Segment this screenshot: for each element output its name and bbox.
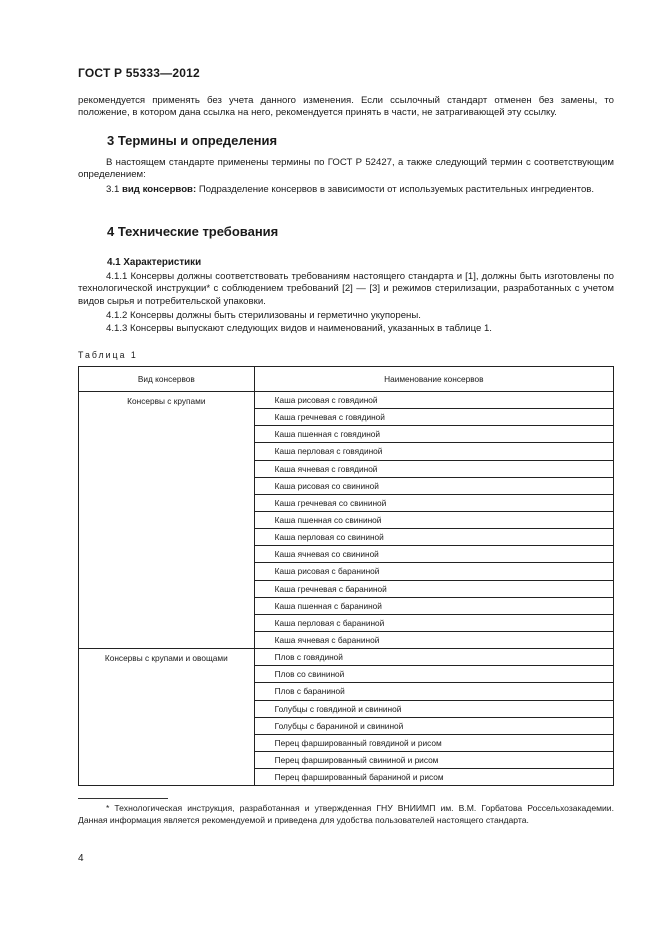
column-header-kind: Вид консервов [79, 367, 255, 392]
table-row [79, 649, 614, 666]
term-name: вид консервов: [122, 184, 197, 195]
product-kind-cell: Консервы с крупами [79, 392, 255, 649]
table-body [79, 392, 614, 786]
product-name-cell: Каша перловая с говядиной [254, 443, 613, 460]
footnote-separator [78, 798, 168, 799]
product-name-cell: Каша рисовая с бараниной [254, 563, 613, 580]
table-caption: Таблица 1 [78, 350, 138, 360]
product-name-cell: Каша рисовая со свининой [254, 477, 613, 494]
paragraph-4-1-2: 4.1.2 Консервы должны быть стерилизованы и герметично укупорены. [106, 310, 421, 321]
product-name-cell: Голубцы с бараниной и свининой [254, 717, 613, 734]
product-name-cell: Каша пшенная со свининой [254, 511, 613, 528]
page-number: 4 [78, 853, 84, 864]
product-name-cell: Перец фаршированный говядиной и рисом [254, 734, 613, 751]
product-name-cell: Плов с бараниной [254, 683, 613, 700]
product-name-cell: Каша рисовая с говядиной [254, 392, 613, 409]
product-name-cell: Каша ячневая с говядиной [254, 460, 613, 477]
product-name-cell: Каша перловая со свининой [254, 529, 613, 546]
term-number: 3.1 [106, 184, 120, 195]
product-name-cell: Каша пшенная с бараниной [254, 597, 613, 614]
term-definition [78, 184, 614, 196]
table-header-row [79, 367, 614, 392]
product-name-cell: Голубцы с говядиной и свининой [254, 700, 613, 717]
footnote: * Технологическая инструкция, разработанная и утвержденная ГНУ ВНИИМП им. В.М. Горбатова Россельхозакадемии. Данная информация является рекомендуемой и приведена для удобства пользователей настоящего стандарта. [78, 803, 614, 825]
product-name-cell: Каша перловая с бараниной [254, 614, 613, 631]
product-name-cell: Перец фаршированный свининой и рисом [254, 751, 613, 768]
product-name-cell: Каша гречневая с говядиной [254, 409, 613, 426]
column-header-name: Наименование консервов [254, 367, 613, 392]
table-1 [78, 366, 614, 786]
term-definition-text: Подразделение консервов в зависимости от используемых растительных ингредиентов. [198, 184, 595, 195]
page-header-doc-id: ГОСТ Р 55333—2012 [78, 66, 200, 80]
section-4-title: 4 Технические требования [107, 224, 279, 239]
subsection-4-1-title: 4.1 Характеристики [107, 257, 202, 268]
intro-paragraph: рекомендуется применять без учета данного изменения. Если ссылочный стандарт отменен без замены, то положение, в котором дана ссылка на него, рекомендуется принять в части, не затрагивающей эту ссылку. [78, 95, 614, 119]
product-name-cell: Каша ячневая со свининой [254, 546, 613, 563]
paragraph-4-1-3: 4.1.3 Консервы выпускают следующих видов и наименований, указанных в таблице 1. [106, 323, 492, 334]
paragraph-4-1-1: 4.1.1 Консервы должны соответствовать требованиям настоящего стандарта и [1], должны быть изготовлены по технологической инструкции* с соблюдением требований [2] — [3] и режимов стерилизации, разработанных с учетом видов сырья и потребительской упаковки. [78, 271, 614, 307]
product-name-cell: Каша пшенная с говядиной [254, 426, 613, 443]
product-name-cell: Плов с говядиной [254, 649, 613, 666]
section-3-paragraph: В настоящем стандарте применены термины по ГОСТ Р 52427, а также следующий термин с соответствующим определением: [78, 157, 614, 181]
product-kind-cell: Консервы с крупами и овощами [79, 649, 255, 786]
section-3-title: 3 Термины и определения [107, 133, 278, 148]
product-name-cell: Каша гречневая с бараниной [254, 580, 613, 597]
product-name-cell: Перец фаршированный бараниной и рисом [254, 769, 613, 786]
product-name-cell: Каша гречневая со свининой [254, 494, 613, 511]
product-name-cell: Плов со свининой [254, 666, 613, 683]
product-name-cell: Каша ячневая с бараниной [254, 631, 613, 648]
table-row [79, 392, 614, 409]
